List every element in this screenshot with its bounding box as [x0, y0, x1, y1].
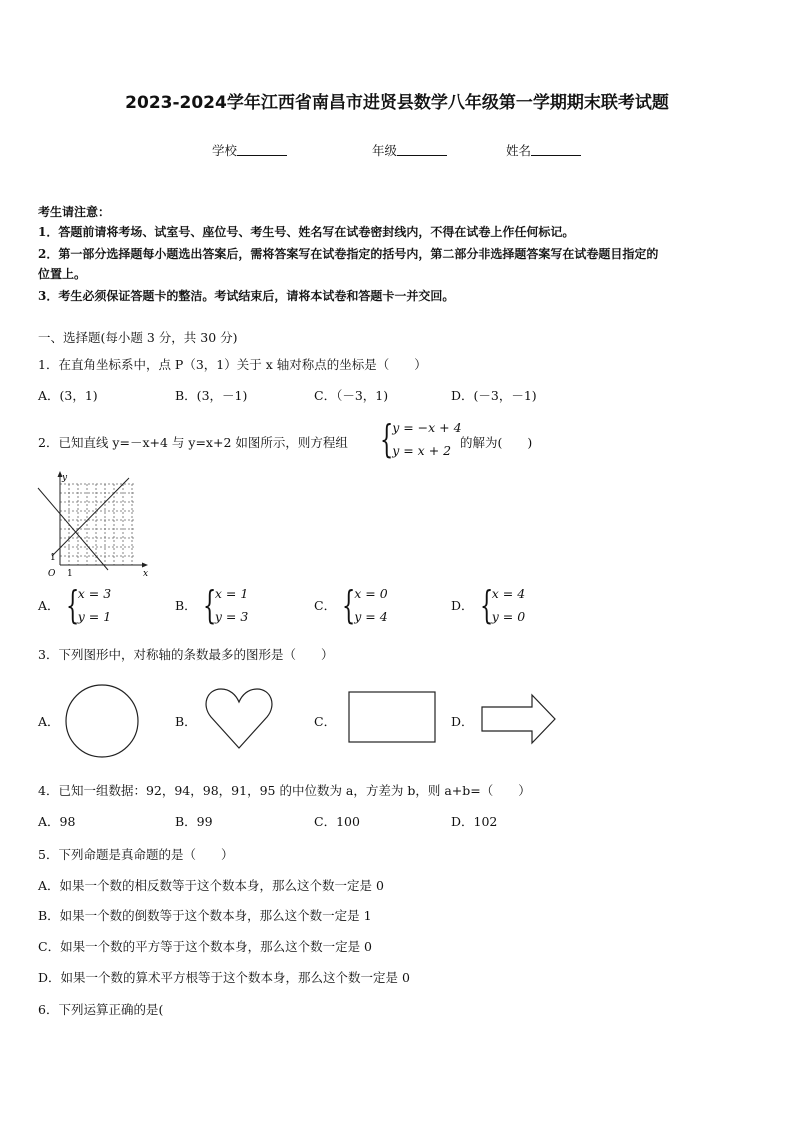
q2-option-b-line-1: x = 1: [214, 586, 249, 601]
grade-blank: [397, 143, 447, 156]
q2-option-a-line-1: x = 3: [77, 586, 112, 601]
y-unit-label: 1: [50, 553, 56, 563]
q1-option-d: D．(－3，－1): [451, 388, 537, 403]
q1-option-b: B．(3，－1): [175, 388, 248, 403]
q2-option-d-line-2: y = 0: [491, 609, 526, 624]
name-label: 姓名: [506, 143, 532, 158]
q2-stem-a: 2．已知直线 y=－x+4 与 y=x+2 如图所示，则方程组: [38, 435, 348, 450]
q2-option-a-line-2: y = 1: [77, 609, 112, 624]
q5-option-d: D．如果一个数的算术平方根等于这个数本身，那么这个数一定是 0: [38, 970, 410, 985]
brace-glyph: {: [479, 583, 493, 627]
q2-system-line-2: y = x + 2: [392, 443, 452, 458]
q5-option-c: C．如果一个数的平方等于这个数本身，那么这个数一定是 0: [38, 939, 372, 954]
q2-line-graph: [34, 466, 154, 578]
grade-label: 年级: [372, 143, 398, 158]
q2-option-b-label: B．: [175, 598, 197, 613]
page-title: 2023-2024学年江西省南昌市进贤县数学八年级第一学期期末联考试题: [125, 93, 669, 113]
grade-field: [372, 141, 447, 159]
q5-option-a: A．如果一个数的相反数等于这个数本身，那么这个数一定是 0: [38, 878, 384, 893]
brace-glyph: {: [380, 417, 394, 461]
x-axis-arrow: [142, 563, 148, 568]
brace-glyph: {: [202, 583, 216, 627]
q2-option-c-line-2: y = 4: [354, 609, 388, 624]
q3-heart-shape: [204, 686, 274, 752]
q4-stem: 4．已知一组数据：92，94，98，91，95 的中位数为 a，方差为 b，则 a+b=（ ）: [38, 783, 531, 798]
name-blank: [531, 143, 581, 156]
q2-option-b-lines: [215, 582, 248, 628]
brace-glyph: {: [342, 583, 356, 627]
q3-option-a-label: A．: [38, 714, 60, 729]
q2-system-lines: [392, 416, 461, 462]
brace-glyph: {: [65, 583, 79, 627]
q3-option-d-label: D．: [451, 714, 474, 729]
q3-rectangle-shape: [348, 691, 438, 745]
y-axis-label: y: [62, 473, 68, 483]
q3-circle-shape: [64, 683, 142, 761]
q4-option-d: D．102: [451, 814, 498, 829]
q3-option-b-label: B．: [175, 714, 197, 729]
q2-option-d-label: D．: [451, 598, 474, 613]
axes: [58, 471, 149, 568]
q6-stem: 6．下列运算正确的是(: [38, 1002, 164, 1017]
q3-option-c-label: C．: [314, 714, 337, 729]
school-blank: [237, 143, 287, 156]
q5-option-b: B．如果一个数的倒数等于这个数本身，那么这个数一定是 1: [38, 908, 372, 923]
q2-option-d-line-1: x = 4: [491, 586, 526, 601]
q2-option-c: [314, 582, 388, 628]
q2-option-c-lines: [354, 582, 387, 628]
q2-stem-b: 的解为( ): [460, 435, 533, 450]
q4-option-a: A．98: [38, 814, 76, 829]
q2-option-a-lines: [78, 582, 111, 628]
school-field: [212, 141, 287, 159]
q2-option-d: [451, 582, 525, 628]
q2-option-b-line-2: y = 3: [214, 609, 249, 624]
q5-stem: 5．下列命题是真命题的是（ ）: [38, 847, 234, 862]
q2-option-c-line-1: x = 0: [354, 586, 388, 601]
origin-label: O: [48, 569, 56, 578]
q1-option-a: A．(3，1): [38, 388, 98, 403]
q2-option-a: [38, 582, 111, 628]
q4-option-b: B．99: [175, 814, 213, 829]
school-label: 学校: [212, 143, 238, 158]
q2-option-b: [175, 582, 248, 628]
notice-item-2: 2．第一部分选择题每小题选出答案后，需将答案写在试卷指定的括号内，第二部分非选择题答案写在试卷题目指定的: [38, 247, 659, 261]
q2-system: [380, 416, 462, 462]
section-heading: 一、选择题(每小题 3 分，共 30 分): [38, 330, 238, 345]
x-unit-label: 1: [67, 569, 73, 578]
q1-stem: 1．在直角坐标系中，点 P（3，1）关于 x 轴对称点的坐标是（ ）: [38, 357, 427, 372]
notice-item-3: 3．考生必须保证答题卡的整洁。考试结束后，请将本试卷和答题卡一并交回。: [38, 289, 455, 303]
name-field: [506, 141, 581, 159]
q2-option-d-lines: [492, 582, 525, 628]
q2-option-a-label: A．: [38, 598, 60, 613]
notice-heading: 考生请注意：: [38, 205, 111, 219]
q1-option-c: C．（－3，1): [314, 388, 389, 403]
x-axis-label: x: [143, 569, 149, 578]
q3-arrow-shape: [480, 693, 558, 745]
q3-stem: 3．下列图形中，对称轴的条数最多的图形是（ ）: [38, 647, 334, 662]
q4-option-c: C．100: [314, 814, 360, 829]
line-y-x-plus-2: [52, 478, 129, 556]
q2-option-c-label: C．: [314, 598, 337, 613]
notice-item-2-cont: 位置上。: [38, 267, 87, 281]
grid-lines: [60, 484, 134, 565]
q2-system-line-1: y = −x + 4: [392, 420, 462, 435]
notice-item-1: 1．答题前请将考场、试室号、座位号、考生号、姓名写在试卷密封线内，不得在试卷上作任何标记。: [38, 225, 575, 239]
